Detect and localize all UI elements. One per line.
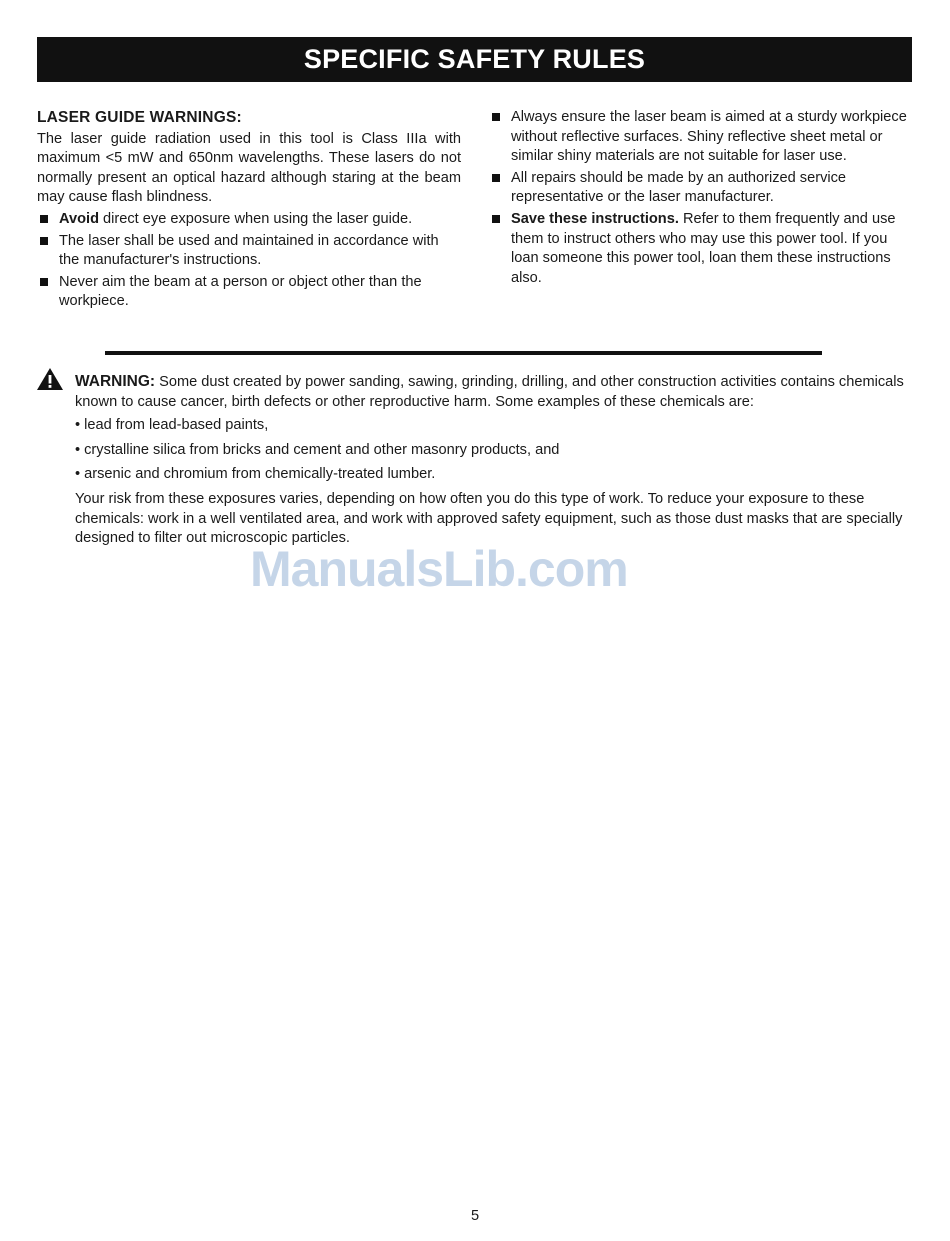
- page-number: 5: [470, 1208, 480, 1224]
- warning-text: Some dust created by power sanding, sawing, grinding, drilling, and other construction activities contains chemicals known to cause cancer, birth defects or other reproductive harm. Some examples of these chemicals are:: [75, 374, 904, 410]
- laser-warnings-right-column: [489, 108, 911, 288]
- item-text: Always ensure the laser beam is aimed at a sturdy workpiece without reflective surfaces. Shiny reflective sheet metal or similar shiny materials are not suitable for laser use.: [511, 109, 907, 165]
- list-item: [37, 232, 461, 271]
- warning-triangle-icon: [36, 367, 64, 391]
- watermark: ManualsLib.com: [250, 541, 628, 597]
- bullet-icon: •: [75, 417, 81, 434]
- item-text: Never aim the beam at a person or object other than the workpiece.: [59, 273, 422, 310]
- title-bar: [37, 37, 912, 82]
- item-bold-text: Avoid: [59, 210, 99, 227]
- warning-closing-text: Your risk from these exposures varies, depending on how often you do this type of work. To reduce your exposure to these chemicals: work in a well ventilated area, and work with approved safety equipment, such as those dust masks that are specially designed to filter out microscopic particles.: [75, 490, 903, 547]
- square-bullet-icon: [492, 215, 500, 223]
- square-bullet-icon: [492, 113, 500, 121]
- item-text: direct eye exposure when using the laser guide.: [99, 210, 413, 227]
- chemical-list: [75, 416, 907, 485]
- laser-warnings-left-column: [37, 108, 461, 312]
- item-text: The laser shall be used and maintained in accordance with the manufacturer's instructions.: [59, 232, 439, 269]
- laser-right-list: [489, 108, 911, 288]
- item-text: arsenic and chromium from chemically-treated lumber.: [84, 466, 436, 483]
- warning-paragraph: [75, 372, 907, 412]
- bullet-icon: •: [75, 441, 81, 458]
- list-item: [489, 210, 911, 288]
- item-text: All repairs should be made by an authorized service representative or the laser manufacturer.: [511, 169, 847, 206]
- item-text: Refer to them frequently and use them to instruct others who may use this power tool. If you loan someone this power tool, loan them these instructions also.: [511, 210, 896, 286]
- list-item: [489, 108, 911, 167]
- page-title: SPECIFIC SAFETY RULES: [303, 44, 646, 74]
- dust-warning: [75, 372, 907, 549]
- list-item: [75, 465, 907, 485]
- bullet-icon: •: [75, 466, 81, 483]
- square-bullet-icon: [40, 278, 48, 286]
- laser-guide-heading: LASER GUIDE WARNINGS:: [37, 109, 242, 126]
- item-text: lead from lead-based paints,: [84, 417, 269, 434]
- item-bold-text: Save these instructions.: [511, 210, 679, 227]
- list-item: [37, 210, 461, 230]
- warning-label: WARNING:: [75, 373, 156, 390]
- section-divider: [105, 351, 822, 355]
- list-item: [75, 441, 907, 461]
- laser-left-list: [37, 210, 461, 312]
- square-bullet-icon: [40, 237, 48, 245]
- square-bullet-icon: [492, 174, 500, 182]
- list-item: [37, 273, 461, 312]
- list-item: [75, 416, 907, 436]
- list-item: [489, 169, 911, 208]
- laser-intro-text: The laser guide radiation used in this tool is Class IIIa with maximum <5 mW and 650nm wavelengths. These lasers do not normally present an optical hazard although staring at the beam may cause flash blindness.: [37, 130, 461, 206]
- item-text: crystalline silica from bricks and cement and other masonry products, and: [84, 441, 560, 458]
- square-bullet-icon: [40, 215, 48, 223]
